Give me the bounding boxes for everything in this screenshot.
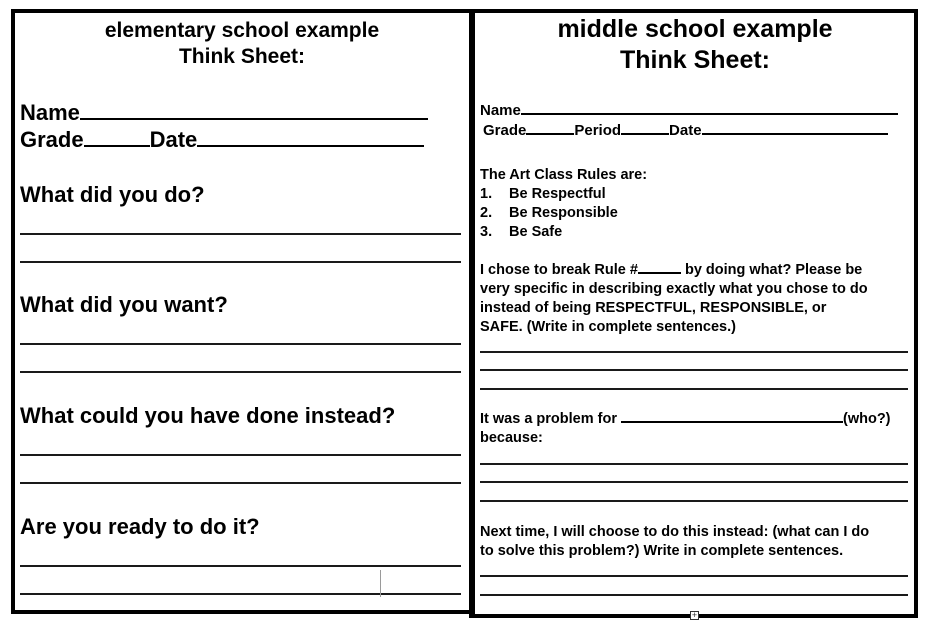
answer-line[interactable] <box>480 388 908 390</box>
elementary-title: elementary school example <box>104 19 380 42</box>
prompt-break-rule-line3: instead of being RESPECTFUL, RESPONSIBLE, or <box>480 300 827 316</box>
answer-line[interactable] <box>20 593 461 595</box>
rule-item-1: 1. Be Respectful <box>480 186 606 202</box>
table-move-handle-icon[interactable]: + <box>691 610 698 620</box>
period-blank[interactable] <box>621 132 669 135</box>
answer-line[interactable] <box>480 594 908 596</box>
grade-blank[interactable] <box>84 144 150 147</box>
question-what-did-you-do: What did you do? <box>20 182 205 207</box>
answer-line[interactable] <box>480 481 908 483</box>
prompt-next-time-line2: to solve this problem?) Write in complete sentences. <box>480 543 844 559</box>
rule-number-blank[interactable] <box>638 271 681 274</box>
name-blank[interactable] <box>521 112 898 115</box>
grade-label: Grade <box>483 122 527 139</box>
rules-heading: The Art Class Rules are: <box>480 167 648 183</box>
prompt-problem-for-line2: because: <box>480 430 543 446</box>
question-what-did-you-want: What did you want? <box>20 292 228 317</box>
question-are-you-ready: Are you ready to do it? <box>20 514 260 539</box>
prompt-break-rule-line2: very specific in describing exactly what you chose to do <box>480 281 868 297</box>
answer-line[interactable] <box>20 343 461 345</box>
answer-line[interactable] <box>480 575 908 577</box>
elementary-name-field[interactable] <box>20 100 428 126</box>
prompt-break-rule-line1: I chose to break Rule # by doing what? Please be <box>480 262 863 278</box>
prompt-problem-for-line1: It was a problem for (who?) <box>480 411 891 427</box>
grade-label: Grade <box>20 127 84 152</box>
answer-line[interactable] <box>20 371 461 373</box>
name-label: Name <box>20 100 80 125</box>
middle-name-field[interactable] <box>480 101 898 120</box>
answer-line[interactable] <box>20 482 461 484</box>
answer-line[interactable] <box>20 233 461 235</box>
middle-title: middle school example <box>557 15 833 43</box>
answer-line[interactable] <box>20 565 461 567</box>
middle-grade-period-date-field[interactable] <box>483 121 888 140</box>
answer-line[interactable] <box>20 454 461 456</box>
elementary-subtitle: Think Sheet: <box>178 45 305 68</box>
date-blank[interactable] <box>197 144 424 147</box>
text-cursor <box>380 570 381 597</box>
prompt-next-time-line1: Next time, I will choose to do this instead: (what can I do <box>480 524 870 540</box>
date-label: Date <box>149 127 198 152</box>
date-blank[interactable] <box>702 132 888 135</box>
name-blank[interactable] <box>80 117 428 120</box>
elementary-grade-date-field[interactable] <box>20 127 424 153</box>
grade-blank[interactable] <box>526 132 574 135</box>
name-label: Name <box>480 102 521 119</box>
rule-item-2: 2. Be Responsible <box>480 205 618 221</box>
answer-line[interactable] <box>20 261 461 263</box>
question-what-could-you-have-done: What could you have done instead? <box>20 403 396 428</box>
answer-line[interactable] <box>480 369 908 371</box>
who-blank[interactable] <box>621 420 843 423</box>
rule-item-3: 3. Be Safe <box>480 224 563 240</box>
answer-line[interactable] <box>480 351 908 353</box>
answer-line[interactable] <box>480 500 908 502</box>
period-label: Period <box>574 122 622 139</box>
prompt-break-rule-line4: SAFE. (Write in complete sentences.) <box>480 319 736 335</box>
middle-subtitle: Think Sheet: <box>619 46 770 74</box>
date-label: Date <box>669 122 702 139</box>
answer-line[interactable] <box>480 463 908 465</box>
